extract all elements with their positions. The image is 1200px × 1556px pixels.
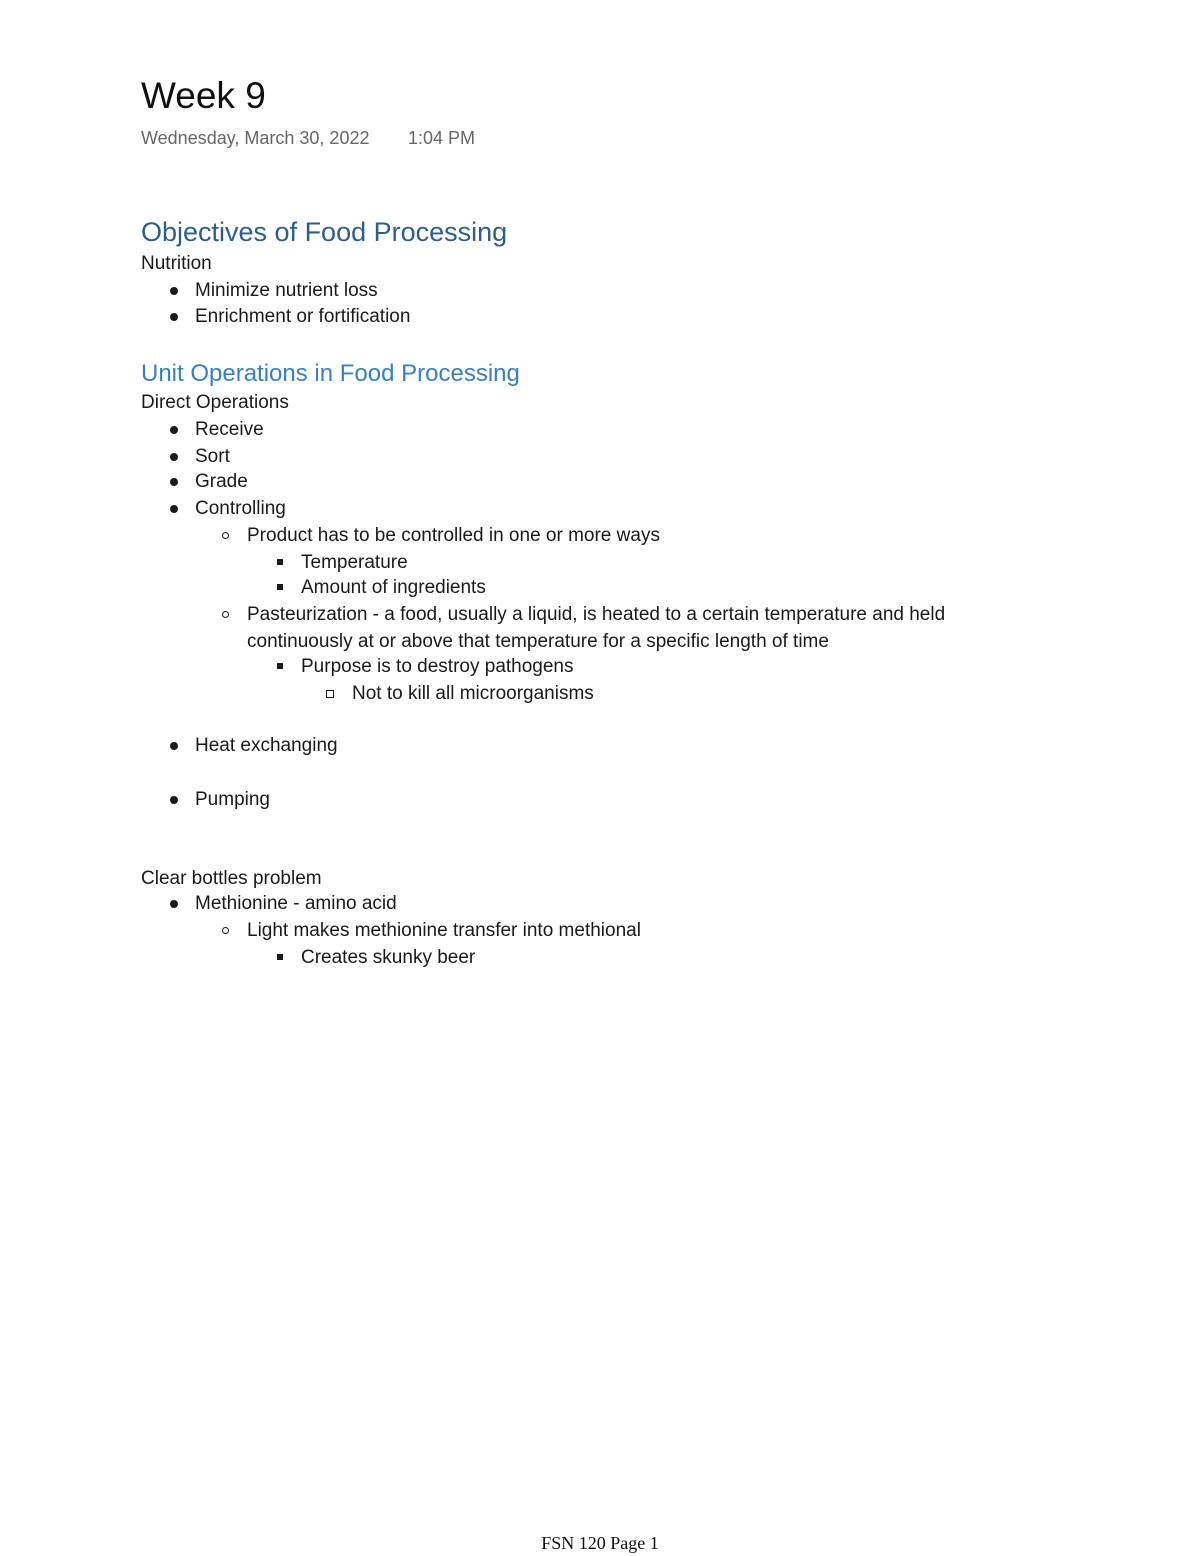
subheading-direct-operations: Direct Operations (141, 392, 289, 413)
page-time: 1:04 PM (408, 128, 476, 148)
list-item: Product has to be controlled in one or more ways (247, 525, 660, 546)
list-item: Enrichment or fortification (195, 306, 411, 327)
section-heading-unit-operations: Unit Operations in Food Processing (141, 360, 520, 387)
bullet-icon (170, 453, 178, 461)
list-item: Creates skunky beer (301, 947, 476, 968)
list-item-continuation: continuously at or above that temperature for a specific length of time (247, 631, 829, 652)
subheading-nutrition: Nutrition (141, 253, 212, 274)
list-item: Grade (195, 471, 248, 492)
subheading-clear-bottles: Clear bottles problem (141, 868, 322, 889)
page-date: Wednesday, March 30, 2022 (141, 128, 370, 148)
list-item: Temperature (301, 552, 408, 573)
list-item: Heat exchanging (195, 735, 338, 756)
circle-bullet-icon (222, 532, 229, 539)
list-item: Light makes methionine transfer into methional (247, 920, 641, 941)
list-item: Methionine - amino acid (195, 893, 397, 914)
list-item: Controlling (195, 498, 286, 519)
list-item: Not to kill all microorganisms (352, 683, 594, 704)
bullet-icon (170, 426, 178, 434)
bullet-icon (170, 478, 178, 486)
list-item: Sort (195, 446, 230, 467)
bullet-icon (170, 505, 178, 513)
bullet-icon (170, 742, 178, 750)
bullet-icon (170, 287, 178, 295)
hollow-square-bullet-icon (326, 690, 334, 698)
square-bullet-icon (277, 559, 283, 565)
list-item: Receive (195, 419, 264, 440)
square-bullet-icon (277, 954, 283, 960)
circle-bullet-icon (222, 927, 229, 934)
bullet-icon (170, 900, 178, 908)
square-bullet-icon (277, 663, 283, 669)
circle-bullet-icon (222, 611, 229, 618)
list-item: Purpose is to destroy pathogens (301, 656, 574, 677)
list-item: Minimize nutrient loss (195, 280, 378, 301)
section-heading-objectives: Objectives of Food Processing (141, 217, 508, 247)
bullet-icon (170, 313, 178, 321)
list-item: Pumping (195, 789, 270, 810)
square-bullet-icon (277, 584, 283, 590)
list-item: Amount of ingredients (301, 577, 486, 598)
page-footer: FSN 120 Page 1 (541, 1533, 659, 1553)
list-item: Pasteurization - a food, usually a liquid, is heated to a certain temperature and held (247, 604, 946, 625)
bullet-icon (170, 796, 178, 804)
page-title: Week 9 (141, 75, 266, 116)
